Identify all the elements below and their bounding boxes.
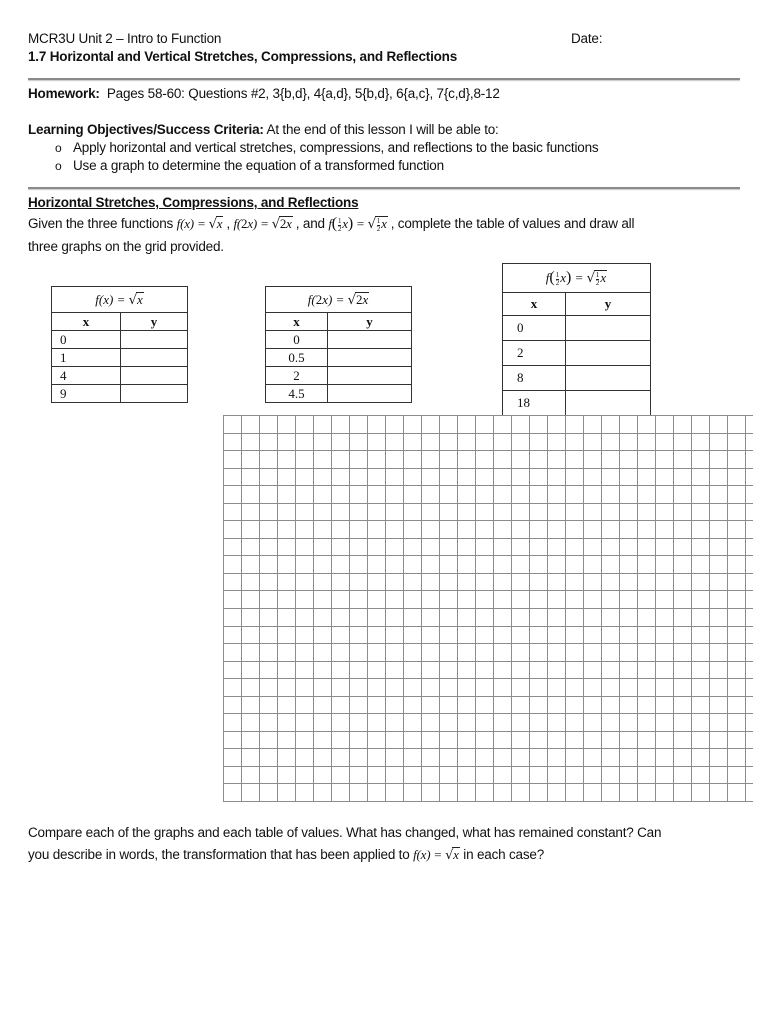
homework-label: Homework: [28,86,100,101]
formula-f-half-x: f( $\frac{1}{2}$ x) = √ $\frac{1}{2}$ x [328,215,387,233]
x-value: 2 [503,341,566,366]
grid-line-horizontal [223,573,753,574]
grid-line-horizontal [223,555,753,556]
col-header-x: x [266,313,328,331]
header-divider [28,78,740,80]
grid-line-horizontal [223,608,753,609]
y-input-cell[interactable] [566,316,651,341]
table-row [266,349,412,367]
grid-line-horizontal [223,678,753,679]
x-value: 0 [503,316,566,341]
x-value: 1 [52,349,121,367]
question-line1: Compare each of the graphs and each table of values. What has changed, what has remained constant? Can [28,825,662,840]
objectives-intro: At the end of this lesson I will be able to: [266,122,499,137]
table-row [503,366,651,391]
table-row [503,391,651,416]
col-header-y: y [328,313,412,331]
y-input-cell[interactable] [566,341,651,366]
question-line2 [28,846,544,865]
table-row [266,367,412,385]
section-intro-line1 [28,215,634,234]
grid-line-horizontal [223,766,753,767]
table-row [52,385,188,403]
x-value: 8 [503,366,566,391]
table-row [266,331,412,349]
col-header-y: y [566,293,651,316]
x-value: 0 [52,331,121,349]
values-table-f-x [51,286,188,403]
y-input-cell[interactable] [328,367,412,385]
section-divider [28,187,740,189]
grid-line-horizontal [223,643,753,644]
grid-line-horizontal [223,485,753,486]
question-text: you describe in words, the transformation that has been applied to [28,847,410,862]
table-row [52,331,188,349]
grid-line-horizontal [223,450,753,451]
y-input-cell[interactable] [121,367,188,385]
x-value: 0.5 [266,349,328,367]
question-text: in each case? [463,847,545,862]
y-input-cell[interactable] [328,331,412,349]
objective-item: Use a graph to determine the equation of a transformed function [73,158,444,173]
table-title: f( $\frac{1}{2}$ x) = √ $\frac{1}{2}$ x [503,264,651,293]
table-row [266,385,412,403]
grid-line-horizontal [223,661,753,662]
x-value: 4 [52,367,121,385]
y-input-cell[interactable] [566,366,651,391]
col-header-y: y [121,313,188,331]
grid-line-horizontal [223,468,753,469]
objectives-line [28,121,499,139]
x-value: 9 [52,385,121,403]
objectives-label: Learning Objectives/Success Criteria: [28,122,264,137]
y-input-cell[interactable] [328,349,412,367]
table-row [503,316,651,341]
formula-f-2x: f(2x) = √2x [233,216,292,232]
grid-line-horizontal [223,748,753,749]
col-header-x: x [52,313,121,331]
x-value: 2 [266,367,328,385]
intro-text: Given the three functions [28,216,174,231]
bullet-icon: o [55,159,62,173]
intro-post: , complete the table of values and draw all [390,216,635,231]
homework-text: Pages 58-60: Questions #2, 3{b,d}, 4{a,d}, 5{b,d}, 6{a,c}, 7{c,d},8-12 [106,86,500,101]
objective-item: Apply horizontal and vertical stretches, compressions, and reflections to the basic functions [73,140,599,155]
x-value: 0 [266,331,328,349]
table-title: f(2x) = √2x [266,287,412,313]
lesson-title: 1.7 Horizontal and Vertical Stretches, Compressions, and Reflections [28,49,458,64]
formula-f-x: f(x) = √x [176,216,223,232]
intro-and: , and [295,216,325,231]
bullet-icon: o [55,141,62,155]
x-value: 18 [503,391,566,416]
col-header-x: x [503,293,566,316]
y-input-cell[interactable] [121,385,188,403]
grid-line-horizontal [223,801,753,802]
grid-line-horizontal [223,731,753,732]
grid-line-horizontal [223,713,753,714]
graph-grid[interactable] [223,415,753,801]
grid-line-horizontal [223,590,753,591]
table-title: f(x) = √x [52,287,188,313]
grid-line-horizontal [223,433,753,434]
date-label: Date: [571,31,603,46]
homework-line [28,85,500,103]
grid-line-horizontal [223,503,753,504]
table-row [52,349,188,367]
comma: , [226,216,230,231]
grid-line-horizontal [223,696,753,697]
grid-line-horizontal [223,626,753,627]
table-row [503,341,651,366]
section-intro-line2: three graphs on the grid provided. [28,239,224,254]
y-input-cell[interactable] [121,349,188,367]
values-table-f-2x [265,286,412,403]
values-table-f-half-x [502,263,651,416]
y-input-cell[interactable] [328,385,412,403]
grid-line-horizontal [223,538,753,539]
x-value: 4.5 [266,385,328,403]
course-title: MCR3U Unit 2 – Intro to Function [28,31,222,46]
formula-f-x: f(x) = √x [413,847,459,863]
grid-line-horizontal [223,783,753,784]
grid-line-horizontal [223,520,753,521]
grid-line-horizontal [223,415,753,416]
y-input-cell[interactable] [121,331,188,349]
table-row [52,367,188,385]
y-input-cell[interactable] [566,391,651,416]
section-heading: Horizontal Stretches, Compressions, and Reflections [28,195,359,210]
